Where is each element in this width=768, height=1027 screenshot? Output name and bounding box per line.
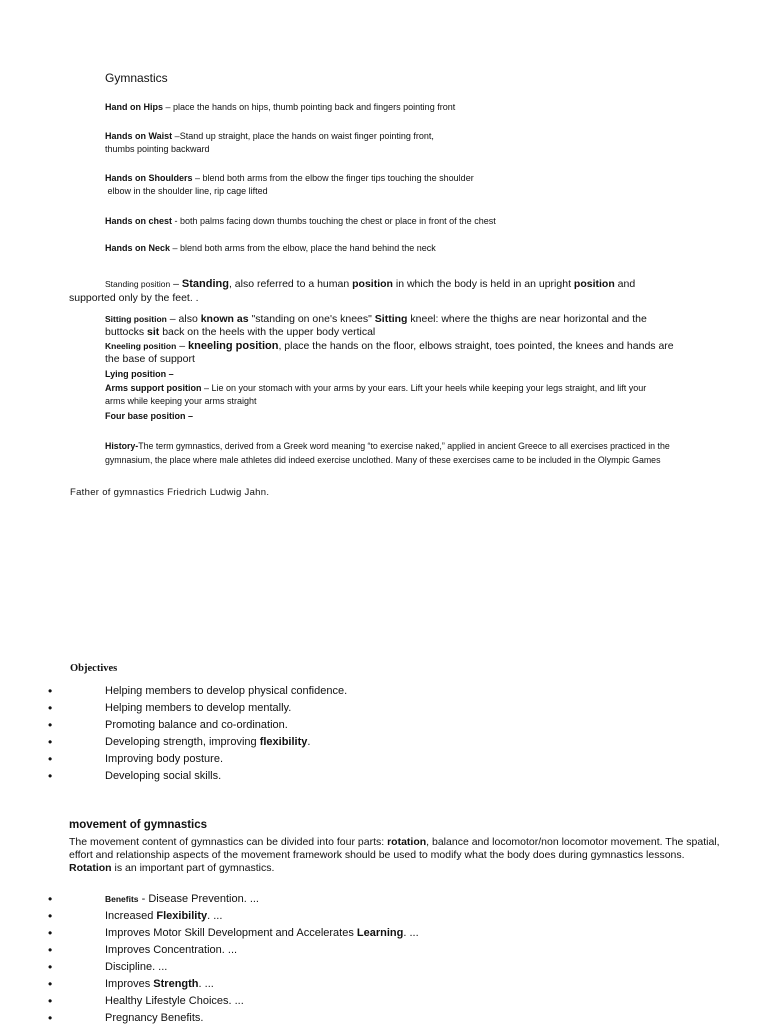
hand-position-item: Hands on chest - both palms facing down thumbs touching the chest or place in front of the chest: [105, 216, 496, 226]
kneeling-position: Kneeling position – kneeling position, place the hands on the floor, elbows straight, toes pointed, the knees and hands are the base of support: [105, 340, 674, 365]
list-item: • Benefits - Disease Prevention. ...: [48, 892, 259, 906]
movement-paragraph: The movement content of gymnastics can be divided into four parts: rotation, balance and locomotor/non locomotor movement. The spatial, effort and relationship aspects of the movement framework should be used to modify what the body does during gymnastics lessons. Rotation is an important part of gymnastics.: [69, 836, 720, 874]
four-base-position: Four base position –: [105, 411, 194, 421]
hand-position-item: Hands on Shoulders – blend both arms from the elbow the finger tips touching the shoulder elbow in the shoulder line, rip cage lifted: [105, 173, 474, 196]
arms-support-position: Arms support position – Lie on your stomach with your arms by your ears. Lift your heels while keeping your legs straight, and lift your arms while keeping your arms straight: [105, 383, 647, 406]
position-term: Hands on Shoulders: [105, 173, 193, 183]
kneeling-label: Kneeling position: [105, 341, 177, 351]
list-item: • Helping members to develop mentally.: [48, 701, 292, 715]
list-item: • Improves Concentration. ...: [48, 943, 238, 957]
benefits-list: [0, 891, 419, 1027]
position-desc: thumbs pointing backward: [105, 144, 210, 154]
page-title: Gymnastics: [105, 71, 168, 85]
position-term: Hands on chest: [105, 216, 173, 226]
list-item: • Developing strength, improving flexibility.: [48, 735, 311, 749]
history-paragraph: History-The term gymnastics, derived from a Greek word meaning “to exercise naked,” applied in ancient Greece to all exercises practiced in the gymnasium, the place where male athletes did indeed exercise unclothed. Many of these exercises came to be included in the Olympic Games: [105, 441, 670, 465]
position-desc: elbow in the shoulder line, rip cage lifted: [105, 186, 268, 196]
position-desc: place the hands on hips, thumb pointing back and fingers pointing front: [173, 102, 456, 112]
standing-position: Standing position – Standing, also referred to a human position in which the body is held in an upright position and: [105, 278, 636, 290]
sitting-label: Sitting position: [105, 314, 167, 324]
movement-heading: movement of gymnastics: [69, 819, 208, 831]
list-item: • Pregnancy Benefits.: [48, 1011, 204, 1025]
standing-label: Standing position: [105, 279, 171, 289]
list-item: • Helping members to develop physical confidence.: [48, 684, 348, 698]
list-item: • Increased Flexibility. ...: [48, 909, 223, 923]
position-desc: both palms facing down thumbs touching the chest or place in front of the chest: [180, 216, 496, 226]
objectives-list: [0, 683, 347, 785]
hand-position-item: Hand on Hips – place the hands on hips, thumb pointing back and fingers pointing front: [105, 102, 456, 112]
benefits-label: Benefits: [105, 894, 139, 904]
position-term: Hands on Waist: [105, 131, 173, 141]
list-item: • Improves Motor Skill Development and Accelerates Learning. ...: [48, 926, 419, 940]
father-of-gymnastics: Father of gymnastics Friedrich Ludwig Jahn.: [70, 487, 270, 498]
history-label: History-: [105, 441, 139, 451]
standing-position-cont: supported only by the feet. .: [69, 292, 199, 304]
list-item: • Discipline. ...: [48, 960, 168, 974]
list-item: • Healthy Lifestyle Choices. ...: [48, 994, 244, 1008]
position-term: Hand on Hips: [105, 102, 163, 112]
position-desc: Stand up straight, place the hands on waist finger pointing front,: [179, 131, 434, 141]
position-desc: blend both arms from the elbow, place the hand behind the neck: [180, 243, 436, 253]
sitting-position: Sitting position – also known as "standing on one's knees" Sitting kneel: where the thighs are near horizontal and the buttocks sit back on the heels with the upper body vertical: [105, 313, 647, 338]
list-item: • Promoting balance and co-ordination.: [48, 718, 288, 732]
position-term: Hands on Neck: [105, 243, 171, 253]
lying-position: Lying position –: [105, 369, 174, 379]
objectives-heading: Objectives: [70, 663, 118, 674]
hand-position-item: Hands on Neck – blend both arms from the elbow, place the hand behind the neck: [105, 243, 436, 253]
list-item: • Improves Strength. ...: [48, 977, 214, 991]
position-desc: blend both arms from the elbow the finger tips touching the shoulder: [202, 173, 474, 183]
hand-position-item: Hands on Waist –Stand up straight, place the hands on waist finger pointing front, thumbs pointing backward: [105, 131, 434, 154]
list-item: • Improving body posture.: [48, 752, 224, 766]
list-item: • Developing social skills.: [48, 769, 222, 783]
